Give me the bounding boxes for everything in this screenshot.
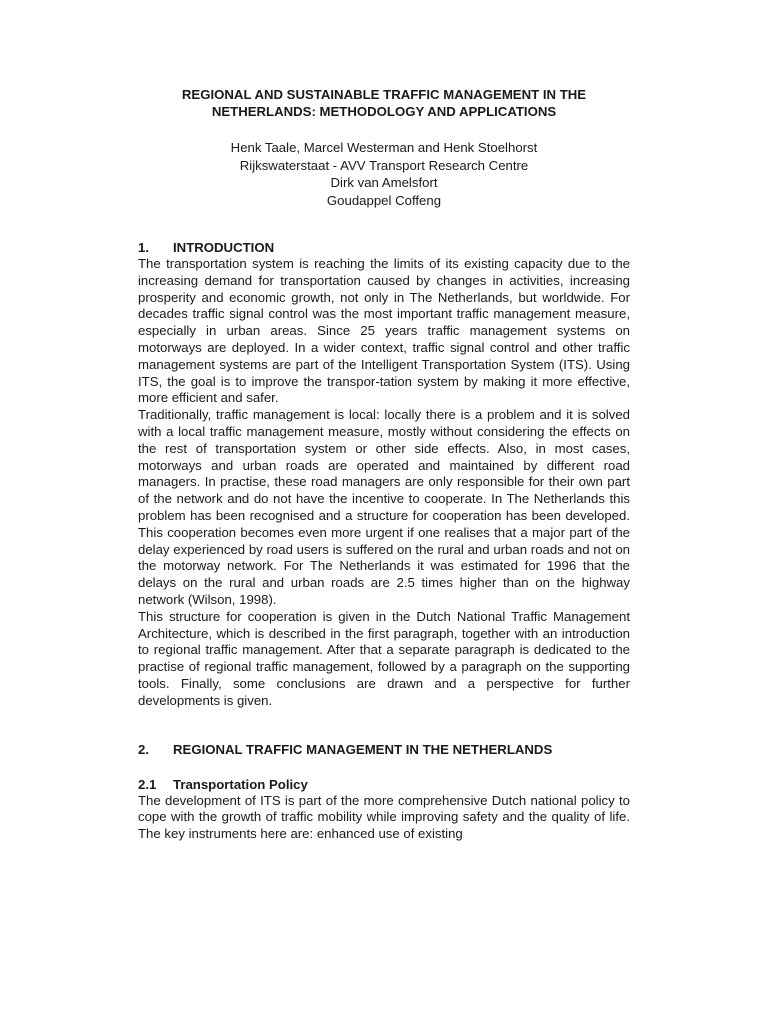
subsection-heading-transportation-policy xyxy=(138,776,630,793)
section-number: 1. xyxy=(138,240,149,255)
subsection-number: 2.1 xyxy=(138,776,157,792)
author-name-2: Dirk van Amelsfort xyxy=(330,175,438,190)
section-title: INTRODUCTION xyxy=(173,240,275,255)
paragraph: The transportation system is reaching the limits of its existing capacity due to the increasing demand for transportation caused by changes in activities, increasing prosperity and economic growth, not only in The Netherlands, but worldwide. For decades traffic signal control was the most important traffic management measure, especially in urban areas. Since 25 years traffic management systems on motorways are deployed. In a wider context, traffic signal control and other traffic management systems are part of the Intelligent Transportation System (ITS). Using ITS, the goal is to improve the transpor-tation system by making it more effective, more efficient and safer. xyxy=(138,256,630,406)
paper-title xyxy=(138,86,630,120)
paper-page xyxy=(138,86,630,843)
paragraph: This structure for cooperation is given in the Dutch National Traffic Management Architecture, which is described in the first paragraph, together with an introduction to regional traffic management. After that a separate paragraph is dedicated to the practise of regional traffic management, followed by a paragraph on the supporting tools. Finally, some conclusions are drawn and a perspective for further developments is given. xyxy=(138,608,630,708)
title-line-2: NETHERLANDS: METHODOLOGY AND APPLICATIONS xyxy=(211,104,557,119)
section-heading-regional-traffic-management xyxy=(138,741,630,758)
affiliation-1: Rijkswaterstaat - AVV Transport Research Centre xyxy=(239,157,529,173)
section-title: REGIONAL TRAFFIC MANAGEMENT IN THE NETHERLANDS xyxy=(173,741,553,757)
author-names: Henk Taale, Marcel Westerman and Henk Stoelhorst xyxy=(230,140,538,155)
title-line-1: REGIONAL AND SUSTAINABLE TRAFFIC MANAGEMENT IN THE xyxy=(181,87,587,102)
subsection-title: Transportation Policy xyxy=(173,776,308,792)
section-heading-introduction xyxy=(138,239,630,256)
section-number: 2. xyxy=(138,741,149,757)
paragraph: The development of ITS is part of the more comprehensive Dutch national policy to cope with the growth of traffic mobility while improving safety and the quality of life. The key instruments here are: enhanced use of existing xyxy=(138,792,630,842)
paragraph: Traditionally, traffic management is local: locally there is a problem and it is solved with a local traffic management measure, mostly without considering the effects on the rest of transportation system or other side effects. Also, in most cases, motorways and urban roads are operated and maintained by different road managers. In practise, these road managers are only responsible for their own part of the network and do not have the incentive to cooperate. In The Netherlands this problem has been recognised and a structure for cooperation has been developed. This cooperation becomes even more urgent if one realises that a major part of the delay experienced by road users is suffered on the rural and urban roads and not on the motorway network. For The Netherlands it was estimated for 1996 that the delays on the rural and urban roads are 2.5 times higher than on the highway network (Wilson, 1998). xyxy=(138,407,630,607)
affiliation-2: Goudappel Coffeng xyxy=(326,192,442,208)
author-block xyxy=(138,139,630,209)
